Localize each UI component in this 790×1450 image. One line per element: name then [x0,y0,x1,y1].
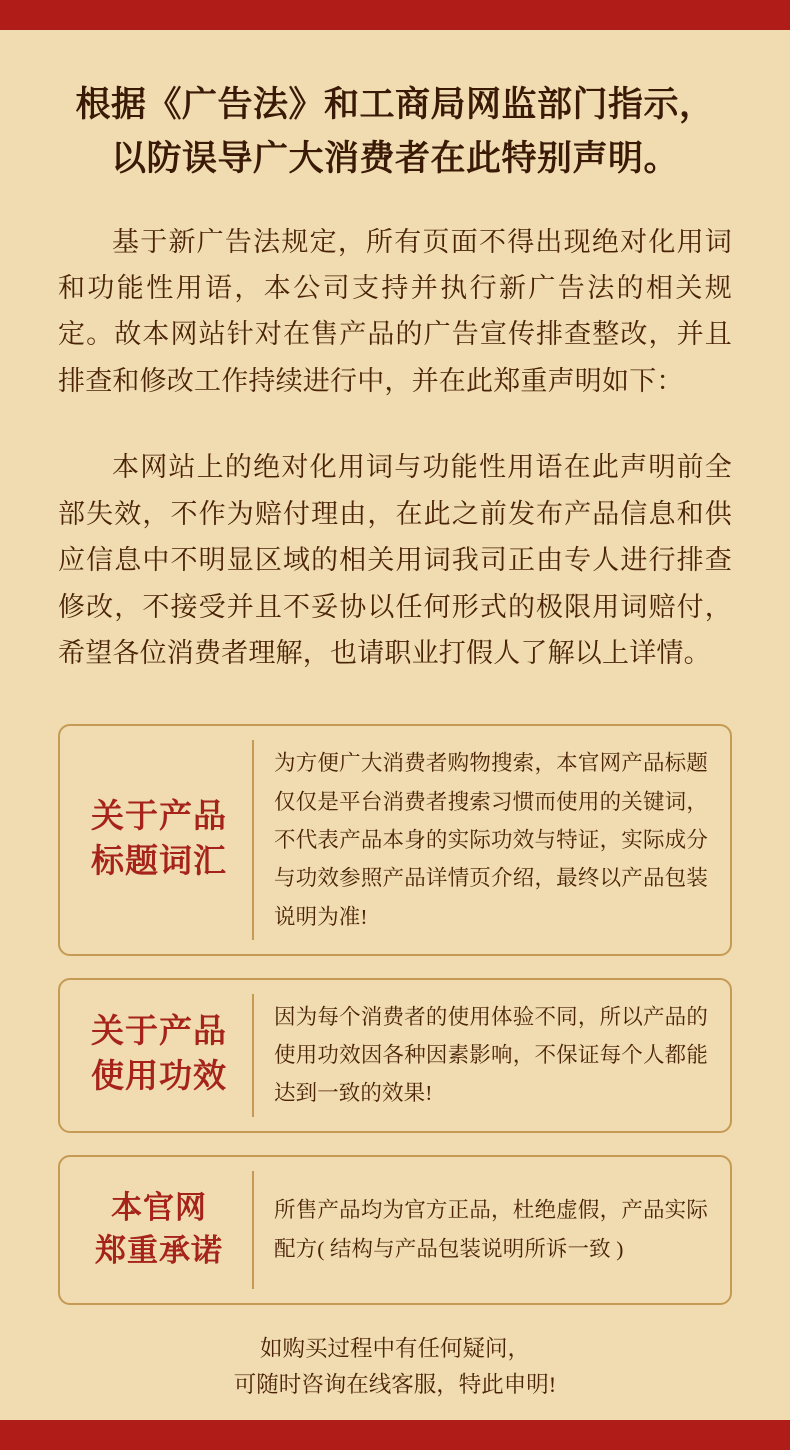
notice-card-title-line-1: 本官网 [111,1189,207,1225]
page-title-line-1: 根据《广告法》和工商局网监部门指示， [75,85,715,124]
page-title-line-2: 以防误导广大消费者在此特别声明。 [110,139,679,179]
notice-card-title-line-1: 关于产品 [91,798,227,835]
footer-note-line-1: 如购买过程中有任何疑问， [259,1335,530,1361]
notice-card-title [66,994,254,1117]
notice-card-body: 所售产品均为官方正品，杜绝虚假，产品实际配方( 结构与产品包装说明所诉一致 ) [274,1198,708,1261]
notice-card-title [66,1171,254,1289]
notice-card-title [66,740,254,939]
notice-card-list [58,724,732,1304]
notice-card-title-line-2: 标题词汇 [91,844,227,881]
disclaimer-panel [0,30,790,1420]
page-title [58,30,732,187]
notice-card-title-line-2: 使用功效 [91,1059,227,1096]
notice-card-product-title [58,724,732,955]
statement-paragraph-1: 基于新广告法规定，所有页面不得出现绝对化用词和功能性用语，本公司支持并执行新广告法的相关规定。故本网站针对在售产品的广告宣传排查整改，并且排查和修改工作持续进行中，并在此郑重声明如下： [58,226,732,396]
notice-card-title-line-1: 关于产品 [91,1013,227,1050]
footer-note [58,1331,732,1404]
notice-card-product-effect [58,978,732,1133]
notice-card-body: 为方便广大消费者购物搜索，本官网产品标题仅仅是平台消费者搜索习惯而使用的关键词，不代表产品本身的实际功效与特证，实际成分与功效参照产品详情页介绍，最终以产品包装说明为准! [274,751,708,929]
notice-card-title-line-2: 郑重承诺 [95,1232,223,1268]
notice-card-official-promise [58,1155,732,1305]
footer-note-line-2: 可随时咨询在线客服，特此申明! [233,1372,557,1397]
statement-paragraph-2: 本网站上的绝对化用词与功能性用语在此声明前全部失效，不作为赔付理由，在此之前发布产品信息和供应信息中不明显区域的相关用词我司正由专人进行排查修改，不接受并且不妥协以任何形式的极限用词赔付，希望各位消费者理解，也请职业打假人了解以上详情。 [58,452,732,668]
notice-card-body: 因为每个消费者的使用体验不同，所以产品的使用功效因各种因素影响，不保证每个人都能达到一致的效果! [274,1004,708,1106]
